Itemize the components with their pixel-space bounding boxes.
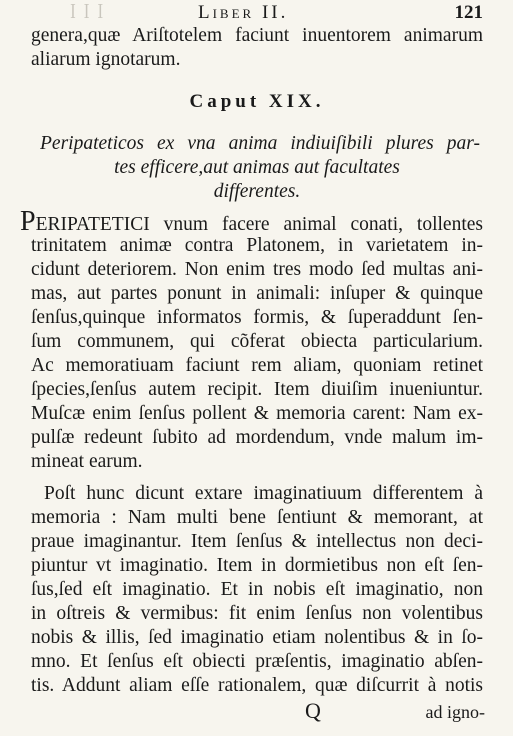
- paragraph-line: piuntur vt imaginatio. Item in dormietibus non eſt ſen-: [31, 555, 483, 576]
- paragraph-first-line: [20, 210, 483, 234]
- page-header: [0, 2, 513, 26]
- paragraph-line: memoria : Nam multi bene ſentiunt & memorant, at: [31, 507, 483, 528]
- first-line-text: ERIPATETICI vnum facere animal conati, tollentes: [35, 214, 483, 234]
- paragraph-line: mno. Et ſenſus eſt obiecti præſentis, imaginatio abſen-: [31, 651, 483, 672]
- paragraph-line: pulſæ redeunt ſubito ad mordendum, vnde malum im-: [31, 427, 483, 448]
- paragraph-line: ſus,ſed eſt imaginatio. Et in nobis eſt imaginatio, non: [31, 579, 483, 600]
- continuation-line: aliarum ignotarum.: [31, 49, 181, 70]
- running-head: Liber II.: [198, 2, 289, 23]
- paragraph-line: mineat earum.: [31, 451, 143, 472]
- paragraph-line: ſenſus,quinque informatos formis, & ſuperaddunt ſen-: [31, 307, 483, 328]
- page-number: 121: [454, 2, 483, 23]
- paragraph-line: nobis & illis, ſed imaginatio etiam nolentibus & in ſo-: [31, 627, 483, 648]
- paragraph-line: Poſt hunc dicunt extare imaginatiuum differentem à: [44, 483, 483, 504]
- chapter-title: Caput XIX.: [189, 91, 325, 112]
- chapter-summary-line: tes efficere,aut animas aut facultates: [114, 157, 400, 178]
- drop-capital: P: [20, 210, 36, 234]
- continuation-line: genera,quæ Ariſtotelem faciunt inuentorem animarum: [31, 25, 483, 46]
- paragraph-line: tis. Addunt aliam eſſe rationalem, quæ diſcurrit à notis: [31, 675, 483, 696]
- chapter-summary-line: Peripateticos ex vna anima indiuiſibili plures par-: [40, 133, 480, 154]
- paragraph-line: ſpecies,ſenſus autem recipit. Item diuiſim inueniuntur.: [31, 379, 483, 400]
- paragraph-line: cidunt deteriorem. Non enim tres modo ſed multas ani-: [31, 259, 483, 280]
- paragraph-line: praue imaginantur. Item ſenſus & intellectus non deci-: [31, 531, 483, 552]
- chapter-summary-line: differentes.: [213, 181, 301, 202]
- signature-mark: Q: [305, 698, 321, 723]
- paragraph-line: Ac memoratiuam faciunt rem aliam, quoniam retinet: [31, 355, 483, 376]
- bleed-through-text: ꟾ ꟾ ꟾ: [70, 6, 106, 22]
- paragraph-line: ſum communem, qui cõferat obiecta particularium.: [31, 331, 483, 352]
- paragraph-line: trinitatem animæ contra Platonem, in varietatem in-: [31, 235, 483, 256]
- paragraph-line: in oſtreis & vermibus: fit enim ſenſus non volentibus: [31, 603, 483, 624]
- catchword: ad igno-: [425, 702, 485, 722]
- paragraph-line: mas, aut partes ponunt in animali: inſuper & quinque: [31, 283, 483, 304]
- paragraph-line: Muſcæ enim ſenſus pollent & memoria carent: Nam ex-: [31, 403, 483, 424]
